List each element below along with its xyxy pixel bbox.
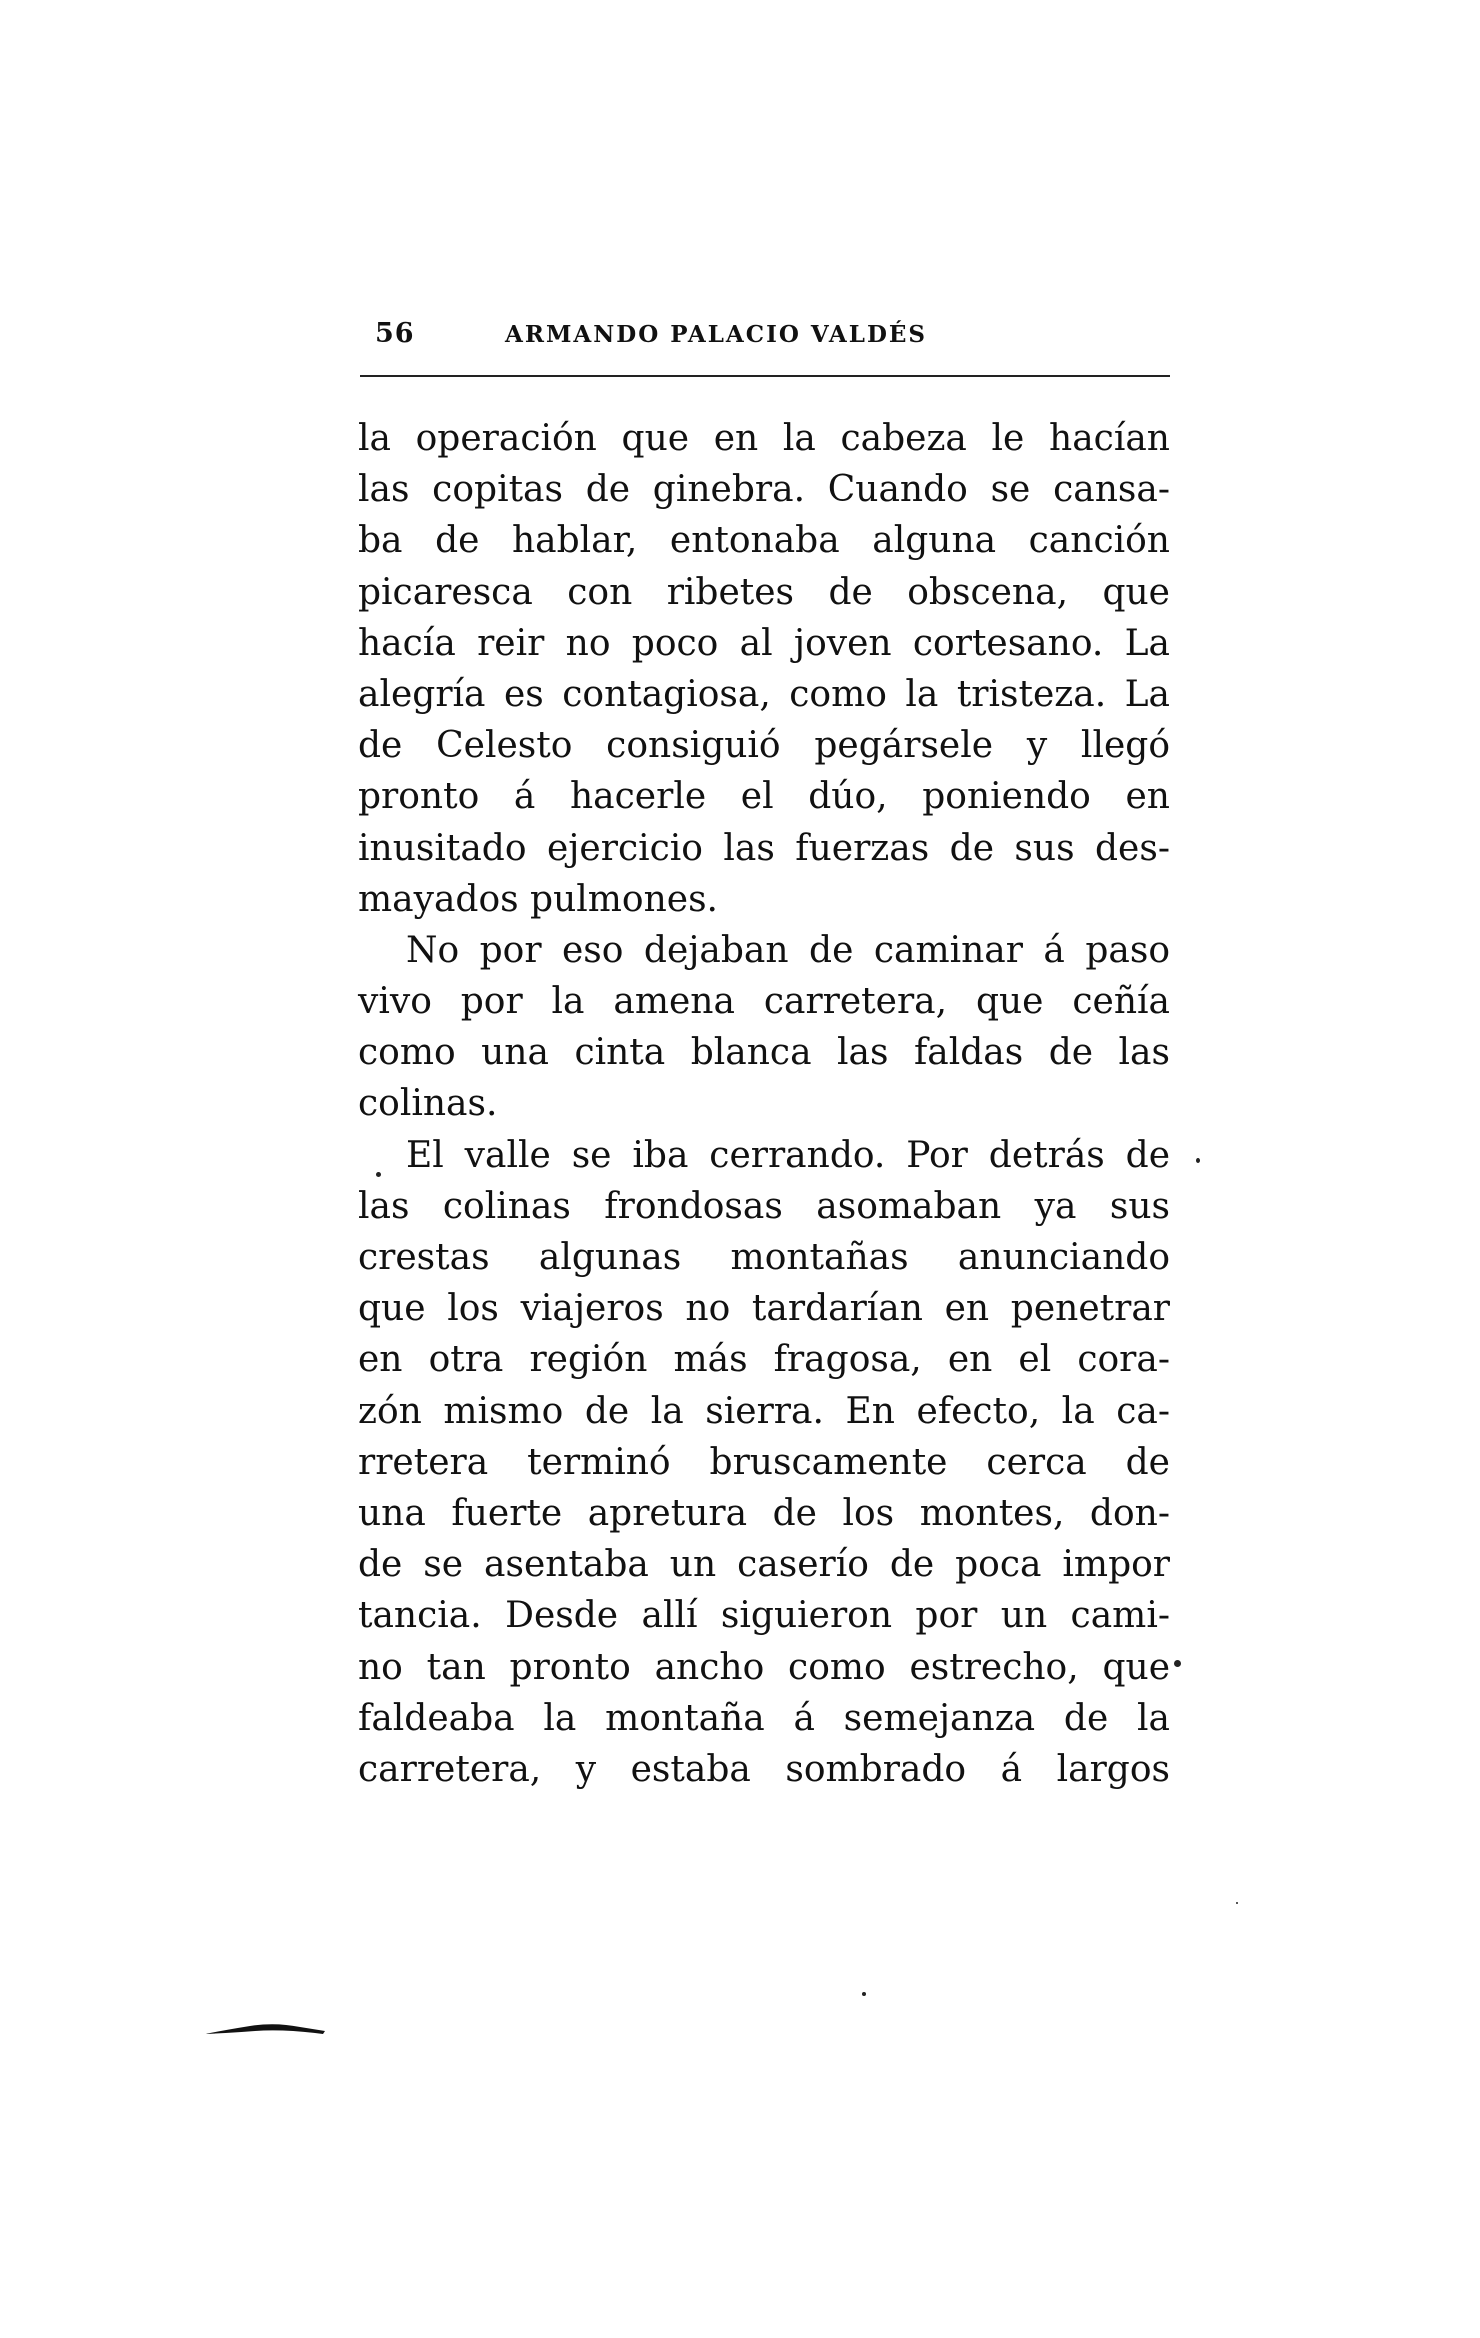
text-line: No por eso dejaban de caminar á paso <box>406 929 1170 971</box>
text-line: rretera terminó bruscamente cerca de <box>358 1441 1170 1483</box>
text-line: las copitas de ginebra. Cuando se cansa- <box>358 469 1170 511</box>
page-number: 56 <box>375 318 415 349</box>
text-line: colinas. <box>358 1083 498 1125</box>
running-head <box>375 318 1165 362</box>
body-text <box>358 413 1170 1795</box>
text-line: crestas algunas montañas anunciando <box>358 1237 1170 1278</box>
text-line: El valle se iba cerrando. Por detrás de <box>406 1134 1170 1176</box>
text-line: las colinas frondosas asomaban ya sus <box>358 1185 1170 1227</box>
text-line: carretera, y estaba sombrado á largos <box>358 1748 1170 1790</box>
text-line: tancia. Desde allí siguieron por un cami- <box>358 1595 1170 1637</box>
text-line: faldeaba la montaña á semejanza de la <box>358 1697 1170 1739</box>
text-line: vivo por la amena carretera, que ceñía <box>358 981 1170 1023</box>
ink-smudge <box>205 2022 325 2036</box>
running-title: ARMANDO PALACIO VALDÉS <box>505 321 928 348</box>
header-rule <box>360 375 1170 377</box>
text-line: mayados pulmones. <box>358 878 718 920</box>
scan-speck <box>1196 1158 1200 1163</box>
text-line: que los viajeros no tardarían en penetrar <box>358 1288 1170 1330</box>
text-line: picaresca con ribetes de obscena, que <box>358 571 1170 613</box>
text-line: en otra región más fragosa, en el cora- <box>358 1339 1170 1381</box>
text-line: la operación que en la cabeza le hacían <box>358 418 1170 459</box>
text-line: hacía reir no poco al joven cortesano. La <box>358 622 1170 664</box>
text-line: zón mismo de la sierra. En efecto, la ca- <box>358 1390 1170 1432</box>
text-line: de se asentaba un caserío de poca impor <box>358 1544 1170 1586</box>
text-line: pronto á hacerle el dúo, poniendo en <box>358 776 1170 818</box>
scan-speck <box>376 1172 381 1177</box>
scan-speck <box>1174 1660 1181 1667</box>
text-line: de Celesto consiguió pegársele y llegó <box>358 725 1170 767</box>
text-line: no tan pronto ancho como estrecho, que <box>358 1646 1170 1688</box>
text-line: inusitado ejercicio las fuerzas de sus des- <box>358 827 1170 869</box>
text-line: como una cinta blanca las faldas de las <box>358 1032 1170 1074</box>
scan-speck <box>862 1992 866 1996</box>
text-line: alegría es contagiosa, como la tristeza. La <box>358 673 1170 715</box>
text-line: ba de hablar, entonaba alguna canción <box>358 520 1170 562</box>
scan-speck <box>1236 1902 1238 1904</box>
text-line: una fuerte apretura de los montes, don- <box>358 1492 1170 1534</box>
